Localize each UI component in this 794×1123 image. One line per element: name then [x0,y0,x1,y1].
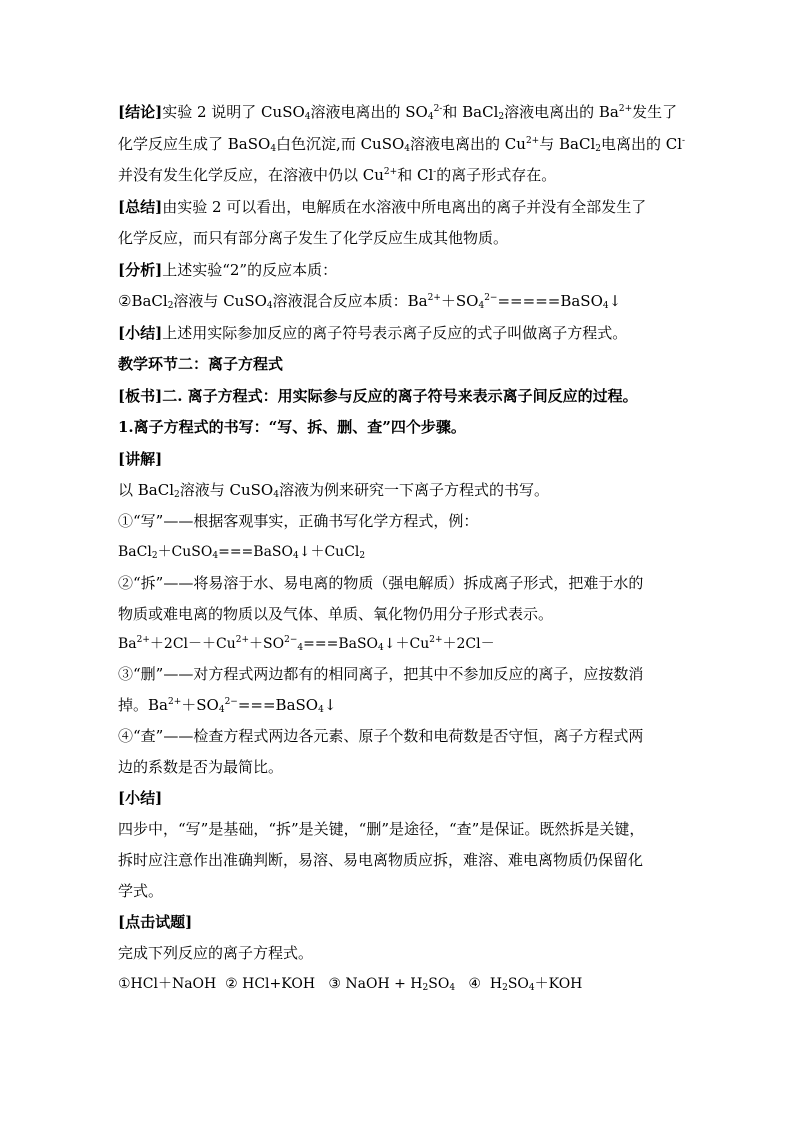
superscript: 2+ [167,697,182,707]
equation-ionic-full [118,634,688,654]
text: ===BaSO [237,696,319,714]
text: BaCl [118,544,152,560]
subscript: 4 [212,551,219,561]
text: 与 BaCl [539,135,596,153]
subscript: 4 [602,301,609,311]
superscript: 2+ [427,293,441,303]
superscript: 2− [484,293,498,303]
text: ＋SO [249,636,285,652]
text: 掉。Ba [118,696,168,714]
reaction-essence-line [118,291,688,311]
explain-intro-line [118,480,688,500]
text: 并没有发生化学反应，在溶液中仍以 Cu [118,166,384,184]
subscript: 2 [595,144,601,154]
subscript: 2 [151,551,158,561]
text: ↓＋CuCl [298,544,360,560]
text: ===BaSO [218,544,293,560]
subscript: 4 [266,301,273,311]
subscript: 4 [270,144,277,154]
superscript: 2− [224,697,238,707]
subscript: 4 [297,643,304,653]
tag-conclusion: [结论] [118,103,163,121]
subscript: 4 [293,551,299,561]
text: 溶液电离出的 Cu [410,135,526,153]
step-delete-line-1: ③“删”——对方程式两边都有的相同离子，把其中不参加反应的离子，应按数消 [118,665,644,683]
superscript: 2− [284,635,298,645]
tag-practice: [点击试题] [118,913,193,931]
conclusion-line-1 [118,102,688,122]
analysis-line [118,260,688,280]
subscript: 2 [359,551,366,561]
text: ④ H [455,976,503,992]
subscript: 4 [218,705,225,715]
tag-explain: [讲解] [118,450,163,468]
text: 发生了 [632,103,678,121]
superscript: 2+ [525,136,540,146]
superscript: 2+ [235,635,250,645]
text: 电离出的 Cl [600,135,683,153]
text: 溶液混合反应本质：Ba [272,292,428,310]
text: 和 BaCl [442,103,499,121]
step-check-line-1: ④“查”——检查方程式两边各元素、原子个数和电荷数是否守恒，离子方程式两 [118,727,644,745]
text: 溶液电离出的 Ba [504,103,619,121]
subscript: 4 [528,983,535,993]
text: ＋SO [181,696,219,714]
superscript: 2+ [429,635,443,645]
step-split-line-1: ②“拆”——将易溶于水、易电离的物质（强电解质）拆成离子形式，把难于水的 [118,574,644,592]
subscript: 4 [478,301,485,311]
tag-analysis: [分析] [118,261,163,279]
text: ===BaSO [303,636,379,652]
subscript: 2 [422,983,429,993]
text: ↓ [323,696,337,714]
superscript: 2+ [136,635,150,645]
practice-instruction: 完成下列反应的离子方程式。 [118,944,314,962]
text: ＋CuSO [157,544,213,560]
subscript: 4 [427,112,434,122]
text: ↓＋Cu [383,636,430,652]
brief-summary-line [118,323,688,343]
superscript: - [682,136,686,146]
subscript: 4 [318,705,324,715]
tag-summary: [总结] [118,198,163,216]
text: 的离子形式存在。 [436,166,557,184]
step-delete-line-2 [118,695,688,715]
subscript: 2 [498,112,505,122]
text: ②BaCl [118,292,168,310]
text: 和 Cl [397,166,434,184]
text: =====BaSO [497,292,603,310]
text: ↓ [608,292,622,310]
subscript: 4 [449,983,456,993]
text: 以 BaCl [118,481,175,499]
subscript: 4 [304,112,311,122]
text: SO [507,976,529,992]
subscript: 4 [404,144,411,154]
text: 化学反应生成了 BaSO [118,135,271,153]
superscript: 2+ [383,167,398,177]
text: ①HCl＋NaOH ② HCl+KOH ③ NaOH + H [118,976,423,992]
summary-line-2 [118,228,688,248]
text: 二. 离子方程式：用实际参与反应的离子符号来表示离子间反应的过程。 [162,387,638,405]
step-split-line-2: 物质或难电离的物质以及气体、单质、氧化物仍用分子形式表示。 [118,605,554,623]
text: ＋SO [440,292,479,310]
text: 实验 2 说明了 CuSO [162,103,305,121]
conclusion-line-2 [118,134,688,154]
text: 由实验 2 可以看出，电解质在水溶液中所电离出的离子并没有全部发生了 [162,198,647,216]
text: 白色沉淀,而 CuSO [276,135,405,153]
tag-brief-summary: [小结] [118,324,163,342]
subscript: 2 [174,490,180,500]
steps-summary-line-3: 学式。 [118,882,164,900]
equation-molecular [118,542,688,562]
conclusion-line-3 [118,165,688,185]
text: 上述实验“2”的反应本质： [162,261,338,279]
superscript: - [433,167,437,177]
text: 溶液电离出的 SO [310,103,428,121]
steps-summary-line-2: 拆时应注意作出准确判断，易溶、易电离物质应拆，难溶、难电离物质仍保留化 [118,851,644,869]
step-write-line: ①“写”——根据客观事实，正确书写化学方程式，例： [118,512,479,530]
text: 溶液与 CuSO [173,292,267,310]
summary-line-1 [118,197,688,217]
text: Ba [118,636,137,652]
subscript: 4 [273,490,279,500]
tag-board: [板书] [118,387,163,405]
board-line [118,386,688,406]
subscript: 4 [378,643,384,653]
superscript: 2- [433,104,443,114]
practice-items [118,974,688,994]
superscript: 2+ [618,104,633,114]
step-check-line-2: 边的系数是否为最简比。 [118,758,284,776]
tag-summary-2: [小结] [118,789,163,807]
steps-heading: 1.离子方程式的书写：“写、拆、删、查”四个步骤。 [118,418,466,436]
text: ＋2Cl－＋Cu [149,636,236,652]
text: ＋KOH [534,976,583,992]
text: ＋2Cl－ [442,636,495,652]
text: 化学反应，而只有部分离子发生了化学反应生成其他物质。 [118,229,509,247]
subscript: 2 [502,983,508,993]
text: SO [428,976,450,992]
text: 上述用实际参加反应的离子符号表示离子反应的式子叫做离子方程式。 [162,324,628,342]
text: 溶液与 CuSO [179,481,274,499]
text: 溶液为例来研究一下离子方程式的书写。 [278,481,549,499]
section-heading: 教学环节二：离子方程式 [118,355,284,373]
steps-summary-line-1: 四步中，“写”是基础，“拆”是关键，“删”是途径，“查”是保证。既然拆是关键， [118,820,645,838]
subscript: 2 [167,301,174,311]
